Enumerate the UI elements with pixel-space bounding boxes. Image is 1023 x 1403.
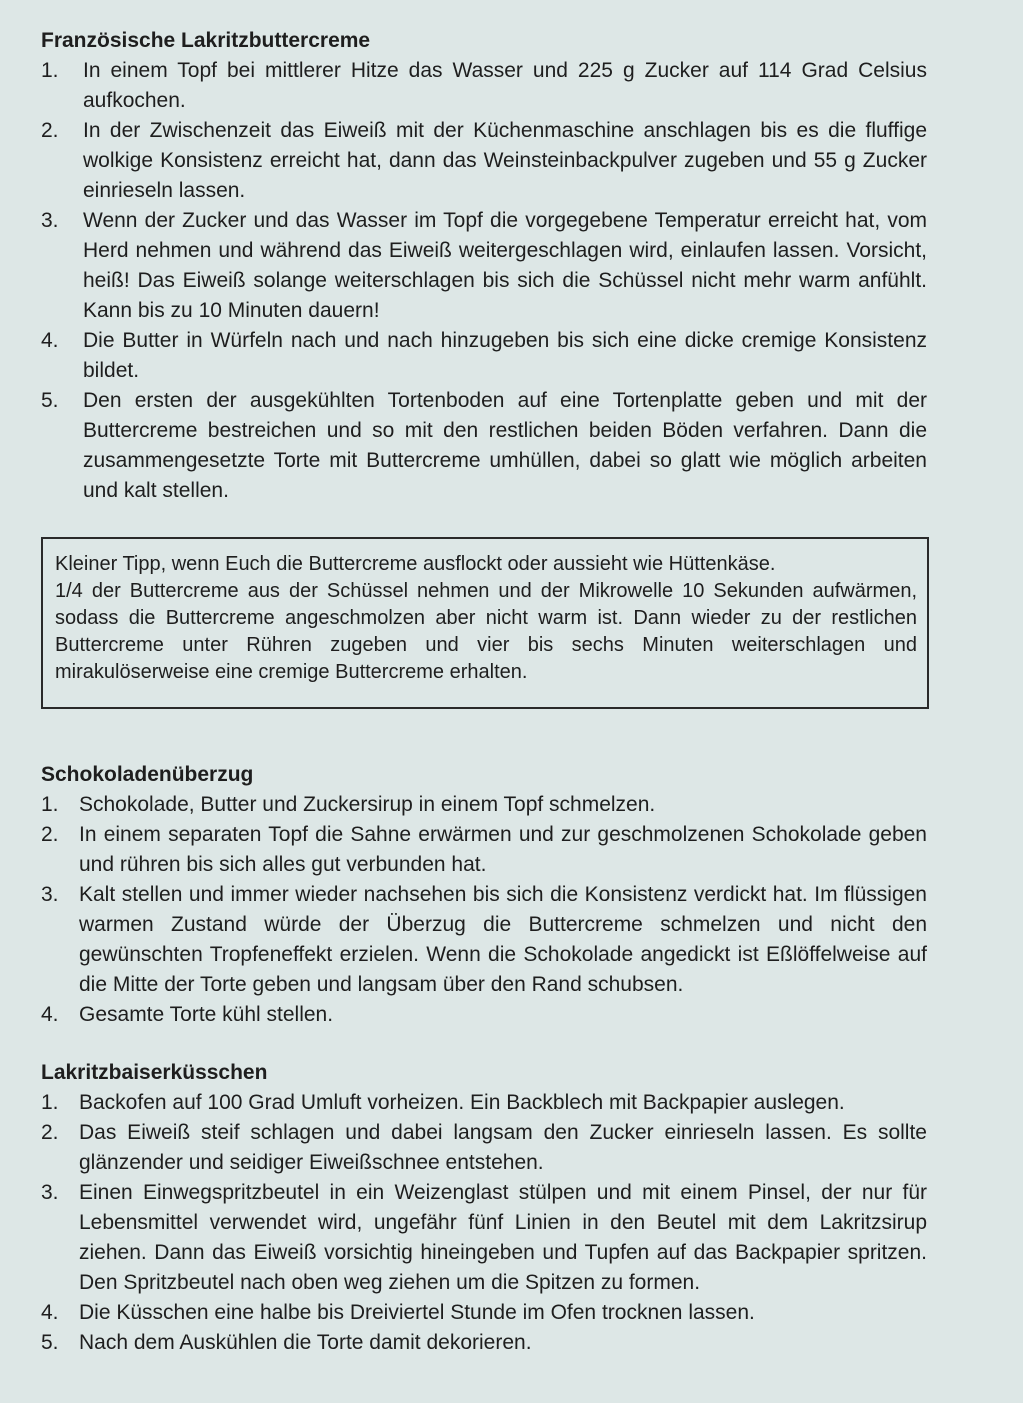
section-schokoladenueberzug — [41, 760, 927, 1030]
step-number: 1. — [41, 59, 59, 82]
list-item — [41, 1088, 927, 1118]
step-number: 4. — [41, 329, 59, 352]
step-text: Die Butter in Würfeln nach und nach hinzugeben bis sich eine dicke cremige Konsistenz bildet. — [83, 329, 927, 382]
list-item — [41, 820, 927, 880]
section-title: Lakritzbaiserküsschen — [41, 1061, 268, 1084]
step-number: 2. — [41, 119, 59, 142]
steps-list — [41, 790, 927, 1030]
step-text: In einem separaten Topf die Sahne erwärmen und zur geschmolzenen Schokolade geben und rühren bis sich alles gut verbunden hat. — [79, 823, 927, 876]
list-item — [41, 1178, 927, 1298]
steps-list — [41, 56, 927, 506]
list-item — [41, 116, 927, 206]
list-item — [41, 326, 927, 386]
step-number: 2. — [41, 823, 59, 846]
list-item — [41, 56, 927, 116]
step-text: In der Zwischenzeit das Eiweiß mit der Küchenmaschine anschlagen bis es die fluffige wolkige Konsistenz erreicht hat, dann das Weinsteinbackpulver zugeben und 55 g Zucker einrieseln lassen. — [83, 119, 927, 202]
step-number: 1. — [41, 793, 59, 816]
list-item — [41, 1118, 927, 1178]
tip-text: 1/4 der Buttercreme aus der Schüssel nehmen und der Mikrowelle 10 Sekunden aufwärmen, sodass die Buttercreme angeschmolzen aber nicht warm ist. Dann wieder zu der restlichen Buttercreme unter Rühren zugeben und vier bis sechs Minuten weiterschlagen und mirakulöserweise eine cremige Buttercreme erhalten. — [55, 580, 917, 683]
section-lakritzbaiserkuesschen — [41, 1058, 927, 1358]
list-item — [41, 206, 927, 326]
section-title: Französische Lakritzbuttercreme — [41, 29, 371, 52]
step-text: Die Küsschen eine halbe bis Dreiviertel Stunde im Ofen trocknen lassen. — [79, 1301, 755, 1324]
step-text: Kalt stellen und immer wieder nachsehen bis sich die Konsistenz verdickt hat. Im flüssigen warmen Zustand würde der Überzug die Buttercreme schmelzen und nicht den gewünschten Tropfeneffekt erzielen. Wenn die Schokolade angedickt ist Eßlöffelweise auf die Mitte der Torte geben und langsam über den Rand schubsen. — [79, 883, 927, 996]
step-text: In einem Topf bei mittlerer Hitze das Wasser und 225 g Zucker auf 114 Grad Celsius aufkochen. — [83, 59, 927, 112]
step-number: 3. — [41, 1181, 59, 1204]
step-text: Den ersten der ausgekühlten Tortenboden auf eine Tortenplatte geben und mit der Buttercreme bestreichen und so mit den restlichen beiden Böden verfahren. Dann die zusammengesetzte Torte mit Buttercreme umhüllen, dabei so glatt wie möglich arbeiten und kalt stellen. — [83, 389, 927, 502]
step-number: 1. — [41, 1091, 59, 1114]
step-number: 5. — [41, 1331, 59, 1354]
step-number: 3. — [41, 883, 59, 906]
step-number: 2. — [41, 1121, 59, 1144]
step-text: Wenn der Zucker und das Wasser im Topf die vorgegebene Temperatur erreicht hat, vom Herd nehmen und während das Eiweiß weitergeschlagen wird, einlaufen lassen. Vorsicht, heiß! Das Eiweiß solange weiterschlagen bis sich die Schüssel nicht mehr warm anfühlt. Kann bis zu 10 Minuten dauern! — [83, 209, 927, 322]
step-text: Gesamte Torte kühl stellen. — [79, 1003, 334, 1026]
list-item — [41, 880, 927, 1000]
list-item — [41, 1328, 927, 1358]
tip-headline: Kleiner Tipp, wenn Euch die Buttercreme ausflockt oder aussieht wie Hüttenkäse. — [55, 553, 776, 575]
section-buttercreme — [41, 26, 927, 506]
step-number: 3. — [41, 209, 59, 232]
step-text: Einen Einwegspritzbeutel in ein Weizenglast stülpen und mit einem Pinsel, der nur für Lebensmittel verwendet wird, ungefähr fünf Linien in den Beutel mit dem Lakritzsirup ziehen. Dann das Eiweiß vorsichtig hineingeben und Tupfen auf das Backpapier spritzen. Den Spritzbeutel nach oben weg ziehen um die Spitzen zu formen. — [79, 1181, 927, 1294]
list-item — [41, 1298, 927, 1328]
step-number: 4. — [41, 1301, 59, 1324]
list-item — [41, 790, 927, 820]
step-text: Das Eiweiß steif schlagen und dabei langsam den Zucker einrieseln lassen. Es sollte glänzender und seidiger Eiweißschnee entstehen. — [79, 1121, 927, 1174]
step-number: 4. — [41, 1003, 59, 1026]
step-text: Backofen auf 100 Grad Umluft vorheizen. Ein Backblech mit Backpapier auslegen. — [79, 1091, 845, 1114]
tip-box — [41, 537, 929, 709]
step-text: Schokolade, Butter und Zuckersirup in einem Topf schmelzen. — [79, 793, 656, 816]
step-text: Nach dem Auskühlen die Torte damit dekorieren. — [79, 1331, 532, 1354]
list-item — [41, 386, 927, 506]
section-title: Schokoladenüberzug — [41, 763, 254, 786]
list-item — [41, 1000, 927, 1030]
steps-list — [41, 1088, 927, 1358]
step-number: 5. — [41, 389, 59, 412]
